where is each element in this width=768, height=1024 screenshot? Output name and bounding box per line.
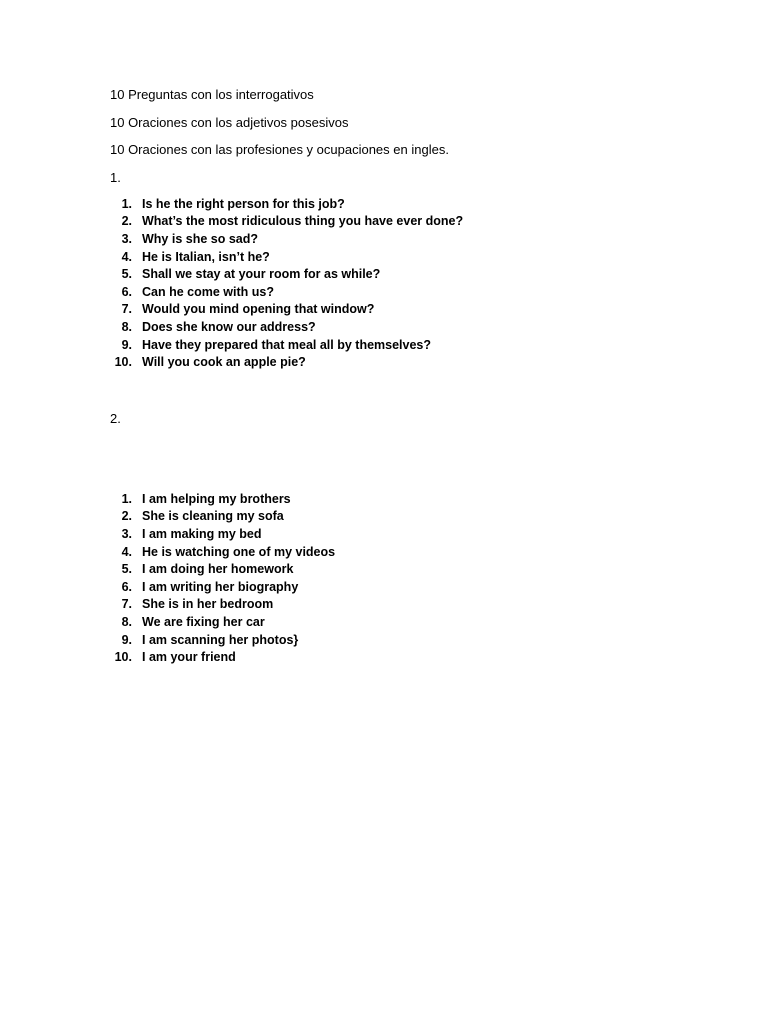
list-item-text: Would you mind opening that window? — [142, 302, 375, 317]
list-item-text: Shall we stay at your room for as while? — [142, 267, 381, 282]
list-item-number: 4. — [121, 544, 132, 559]
list-item-number: 5. — [121, 267, 132, 282]
list-item — [110, 648, 335, 666]
list-item — [110, 613, 335, 631]
list-item — [110, 336, 463, 354]
list-item — [110, 353, 463, 371]
list-item-number: 8. — [121, 614, 132, 629]
list-item — [110, 578, 335, 596]
list-item — [110, 508, 335, 526]
list-item-number: 5. — [121, 562, 132, 577]
list-item-text: Will you cook an apple pie? — [142, 355, 306, 370]
list-item-text: She is cleaning my sofa — [142, 509, 284, 524]
list-item-number: 7. — [121, 597, 132, 612]
list-item — [110, 490, 335, 508]
list-item-number: 6. — [121, 579, 132, 594]
list-item-number: 9. — [121, 632, 132, 647]
heading-questions: 10 Preguntas con los interrogativos — [110, 87, 314, 102]
list-item-number: 2. — [121, 509, 132, 524]
list-item — [110, 213, 463, 231]
list-item-number: 1. — [121, 196, 132, 211]
list-item — [110, 230, 463, 248]
list-item-text: I am doing her homework — [142, 562, 294, 577]
heading-professions: 10 Oraciones con las profesiones y ocupaciones en ingles. — [110, 142, 449, 157]
list-item-number: 10. — [114, 355, 132, 370]
list-item-number: 4. — [121, 249, 132, 264]
list-item-number: 10. — [114, 650, 132, 665]
sentences-list — [110, 490, 335, 666]
list-item-text: She is in her bedroom — [142, 597, 274, 612]
list-item-number: 7. — [121, 302, 132, 317]
list-item-number: 6. — [121, 284, 132, 299]
list-item-text: Why is she so sad? — [142, 231, 259, 246]
list-item — [110, 301, 463, 319]
list-item-text: I am making my bed — [142, 526, 262, 541]
section-2-number: 2. — [110, 411, 121, 426]
list-item — [110, 543, 335, 561]
list-item — [110, 195, 463, 213]
list-item-number: 2. — [121, 214, 132, 229]
list-item-text: Is he the right person for this job? — [142, 196, 345, 211]
questions-list — [110, 195, 463, 371]
list-item-text: He is Italian, isn’t he? — [142, 249, 270, 264]
list-item-text: What’s the most ridiculous thing you have ever done? — [142, 214, 464, 229]
list-item — [110, 248, 463, 266]
list-item-text: I am your friend — [142, 650, 236, 665]
list-item-number: 8. — [121, 319, 132, 334]
list-item-text: I am scanning her photos} — [142, 632, 299, 647]
list-item — [110, 265, 463, 283]
list-item-text: Can he come with us? — [142, 284, 274, 299]
list-item-text: Does she know our address? — [142, 319, 316, 334]
list-item-number: 1. — [121, 491, 132, 506]
list-item-number: 3. — [121, 526, 132, 541]
list-item — [110, 283, 463, 301]
list-item — [110, 560, 335, 578]
list-item — [110, 318, 463, 336]
list-item-text: I am writing her biography — [142, 579, 299, 594]
list-item — [110, 631, 335, 649]
list-item-text: Have they prepared that meal all by themselves? — [142, 337, 432, 352]
list-item — [110, 596, 335, 614]
list-item-number: 3. — [121, 231, 132, 246]
list-item-number: 9. — [121, 337, 132, 352]
list-item-text: I am helping my brothers — [142, 491, 291, 506]
list-item-text: He is watching one of my videos — [142, 544, 336, 559]
section-1-number: 1. — [110, 170, 121, 185]
heading-possessives: 10 Oraciones con los adjetivos posesivos — [110, 115, 349, 130]
list-item — [110, 525, 335, 543]
list-item-text: We are fixing her car — [142, 614, 265, 629]
